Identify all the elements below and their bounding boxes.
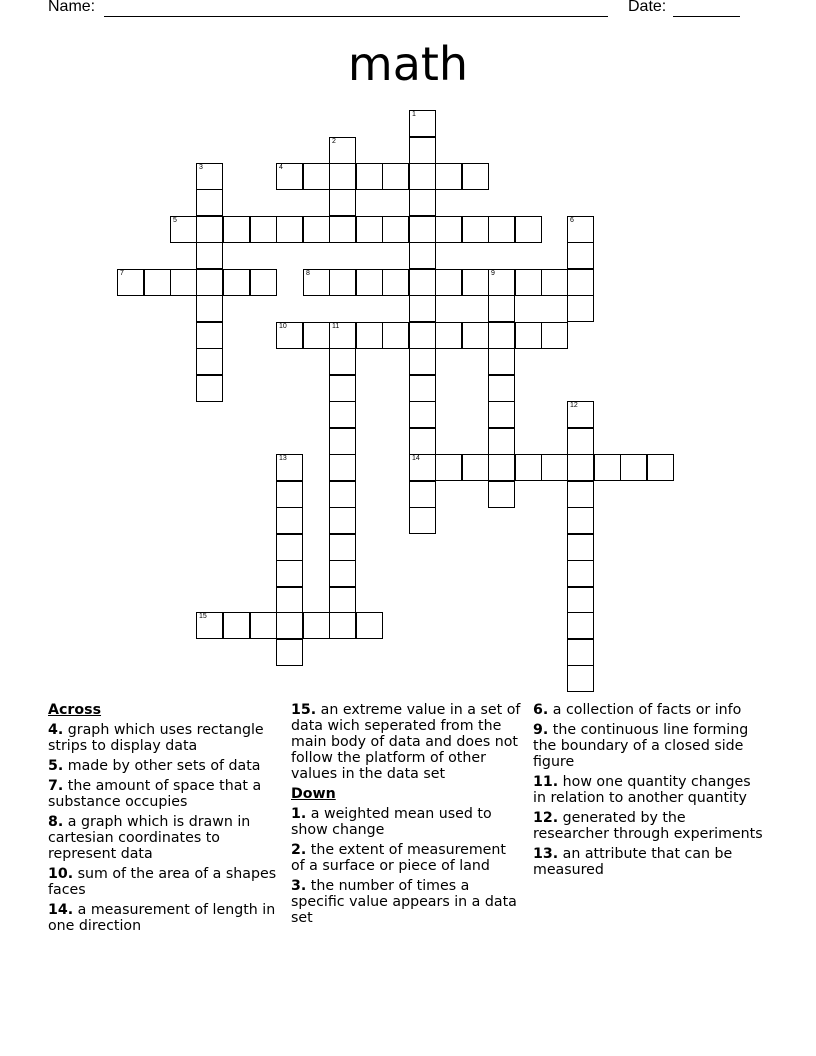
crossword-cell[interactable] <box>329 189 356 216</box>
crossword-cell[interactable] <box>409 110 436 137</box>
crossword-cell[interactable] <box>409 189 436 216</box>
clue-down-9 <box>533 722 765 770</box>
clue-column-2 <box>291 702 523 930</box>
crossword-cell[interactable] <box>196 189 223 216</box>
crossword-cell[interactable] <box>329 163 356 190</box>
crossword-cell[interactable] <box>567 481 594 508</box>
crossword-cell[interactable] <box>196 348 223 375</box>
crossword-cell[interactable] <box>303 163 330 190</box>
crossword-cell[interactable] <box>594 454 621 481</box>
crossword-cell[interactable] <box>303 612 330 639</box>
crossword-cell[interactable] <box>541 269 568 296</box>
crossword-cell[interactable] <box>196 242 223 269</box>
crossword-cell[interactable] <box>329 454 356 481</box>
crossword-cell[interactable] <box>409 401 436 428</box>
crossword-cell[interactable] <box>196 612 223 639</box>
clue-text: an extreme value in a set of data wich seperated from the main body of data and does not follow the platform of other values in the data set <box>291 702 521 782</box>
clue-text: a measurement of length in one direction <box>48 902 276 934</box>
crossword-cell[interactable] <box>435 454 462 481</box>
crossword-cell[interactable] <box>329 348 356 375</box>
across-heading: Across <box>48 702 102 718</box>
name-label: Name: <box>48 0 96 15</box>
crossword-cell[interactable] <box>488 216 515 243</box>
cell-number: 2 <box>332 138 336 145</box>
clue-down-1 <box>291 806 523 838</box>
cell-number: 11 <box>332 323 340 330</box>
crossword-cell[interactable] <box>196 295 223 322</box>
cell-number: 10 <box>279 323 287 330</box>
crossword-cell[interactable] <box>409 322 436 349</box>
crossword-cell[interactable] <box>567 534 594 561</box>
crossword-cell[interactable] <box>515 269 542 296</box>
crossword-cell[interactable] <box>515 454 542 481</box>
crossword-cell[interactable] <box>329 269 356 296</box>
crossword-cell[interactable] <box>196 322 223 349</box>
crossword-cell[interactable] <box>303 216 330 243</box>
cell-number: 5 <box>173 217 177 224</box>
clue-number: 12. <box>533 810 559 826</box>
crossword-cell[interactable] <box>435 322 462 349</box>
crossword-cell[interactable] <box>409 507 436 534</box>
crossword-cell[interactable] <box>567 401 594 428</box>
crossword-cell[interactable] <box>409 481 436 508</box>
date-label: Date: <box>628 0 667 15</box>
crossword-cell[interactable] <box>170 216 197 243</box>
clue-across-14 <box>48 902 280 934</box>
crossword-cell[interactable] <box>462 454 489 481</box>
crossword-cell[interactable] <box>223 612 250 639</box>
crossword-cell[interactable] <box>276 534 303 561</box>
crossword-cell[interactable] <box>435 269 462 296</box>
clue-text: made by other sets of data <box>63 758 261 774</box>
crossword-cell[interactable] <box>223 216 250 243</box>
crossword-cell[interactable] <box>276 587 303 614</box>
clue-text: a collection of facts or info <box>548 702 742 718</box>
crossword-cell[interactable] <box>223 269 250 296</box>
crossword-cell[interactable] <box>356 612 383 639</box>
clue-across-10 <box>48 866 280 898</box>
crossword-cell[interactable] <box>488 322 515 349</box>
crossword-cell[interactable] <box>488 428 515 455</box>
clue-text: the continuous line forming the boundary of a closed side figure <box>533 722 749 770</box>
clue-text: the number of times a specific value appears in a data set <box>291 878 517 926</box>
crossword-cell[interactable] <box>488 454 515 481</box>
crossword-cell[interactable] <box>196 163 223 190</box>
crossword-cell[interactable] <box>567 560 594 587</box>
crossword-cell[interactable] <box>409 269 436 296</box>
crossword-cell[interactable] <box>329 401 356 428</box>
clue-down-12 <box>533 810 765 842</box>
crossword-cell[interactable] <box>276 507 303 534</box>
clue-down-6 <box>533 702 765 718</box>
cell-number: 13 <box>279 455 287 462</box>
crossword-cell[interactable] <box>488 269 515 296</box>
cell-number: 12 <box>570 402 578 409</box>
clue-down-13 <box>533 846 765 878</box>
clue-column-3 <box>533 702 765 882</box>
crossword-cell[interactable] <box>567 216 594 243</box>
crossword-cell[interactable] <box>329 612 356 639</box>
crossword-cell[interactable] <box>567 295 594 322</box>
crossword-cell[interactable] <box>382 216 409 243</box>
crossword-cell[interactable] <box>329 216 356 243</box>
crossword-cell[interactable] <box>196 216 223 243</box>
clue-text: an attribute that can be measured <box>533 846 733 878</box>
crossword-cell[interactable] <box>276 163 303 190</box>
crossword-cell[interactable] <box>117 269 144 296</box>
crossword-cell[interactable] <box>303 269 330 296</box>
crossword-cell[interactable] <box>196 269 223 296</box>
crossword-cell[interactable] <box>409 216 436 243</box>
cell-number: 3 <box>199 164 203 171</box>
clue-number: 6. <box>533 702 549 718</box>
crossword-cell[interactable] <box>382 163 409 190</box>
crossword-cell[interactable] <box>567 665 594 692</box>
clue-text: generated by the researcher through experiments <box>533 810 763 842</box>
clue-number: 2. <box>291 842 307 858</box>
crossword-cell[interactable] <box>276 612 303 639</box>
clue-across-4 <box>48 722 280 754</box>
clue-across-7 <box>48 778 280 810</box>
crossword-cell[interactable] <box>567 269 594 296</box>
crossword-cell[interactable] <box>488 295 515 322</box>
clue-number: 11. <box>533 774 559 790</box>
crossword-cell[interactable] <box>541 322 568 349</box>
crossword-cell[interactable] <box>488 401 515 428</box>
clue-number: 14. <box>48 902 74 918</box>
crossword-cell[interactable] <box>567 639 594 666</box>
down-heading: Down <box>291 786 336 802</box>
crossword-cell[interactable] <box>409 242 436 269</box>
cell-number: 14 <box>412 455 420 462</box>
clue-down-11 <box>533 774 765 806</box>
clue-number: 8. <box>48 814 64 830</box>
crossword-cell[interactable] <box>382 322 409 349</box>
crossword-cell[interactable] <box>409 375 436 402</box>
crossword-cell[interactable] <box>250 269 277 296</box>
crossword-cell[interactable] <box>276 216 303 243</box>
crossword-cell[interactable] <box>144 269 171 296</box>
crossword-cell[interactable] <box>488 348 515 375</box>
crossword-cell[interactable] <box>409 295 436 322</box>
crossword-cell[interactable] <box>409 428 436 455</box>
crossword-cell[interactable] <box>356 163 383 190</box>
crossword-cell[interactable] <box>276 481 303 508</box>
crossword-cell[interactable] <box>329 560 356 587</box>
cell-number: 4 <box>279 164 283 171</box>
cell-number: 15 <box>199 613 207 620</box>
crossword-cell[interactable] <box>462 269 489 296</box>
crossword-cell[interactable] <box>382 269 409 296</box>
crossword-cell[interactable] <box>647 454 674 481</box>
clue-text: a weighted mean used to show change <box>291 806 492 838</box>
crossword-cell[interactable] <box>329 428 356 455</box>
clue-text: the extent of measurement of a surface or piece of land <box>291 842 506 874</box>
crossword-cell[interactable] <box>250 216 277 243</box>
cell-number: 1 <box>412 111 416 118</box>
crossword-cell[interactable] <box>462 322 489 349</box>
clue-across-5 <box>48 758 280 774</box>
clue-number: 15. <box>291 702 317 718</box>
clue-text: graph which uses rectangle strips to display data <box>48 722 264 754</box>
crossword-cell[interactable] <box>276 454 303 481</box>
crossword-cell[interactable] <box>462 163 489 190</box>
crossword-cell[interactable] <box>567 428 594 455</box>
clue-number: 9. <box>533 722 549 738</box>
crossword-cell[interactable] <box>435 163 462 190</box>
crossword-cell[interactable] <box>356 216 383 243</box>
crossword-cell[interactable] <box>303 322 330 349</box>
clue-number: 5. <box>48 758 64 774</box>
clue-number: 1. <box>291 806 307 822</box>
crossword-cell[interactable] <box>409 454 436 481</box>
crossword-cell[interactable] <box>567 454 594 481</box>
clue-down-2 <box>291 842 523 874</box>
crossword-cell[interactable] <box>329 507 356 534</box>
crossword-cell[interactable] <box>567 242 594 269</box>
crossword-cell[interactable] <box>515 322 542 349</box>
clue-number: 10. <box>48 866 74 882</box>
cell-number: 9 <box>491 270 495 277</box>
clue-text: sum of the area of a shapes faces <box>48 866 277 898</box>
crossword-cell[interactable] <box>515 216 542 243</box>
clue-text: the amount of space that a substance occupies <box>48 778 262 810</box>
crossword-cell[interactable] <box>250 612 277 639</box>
crossword-cell[interactable] <box>435 216 462 243</box>
crossword-cell[interactable] <box>276 639 303 666</box>
crossword-cell[interactable] <box>409 163 436 190</box>
crossword-cell[interactable] <box>329 137 356 164</box>
cell-number: 6 <box>570 217 574 224</box>
clue-text: a graph which is drawn in cartesian coordinates to represent data <box>48 814 251 862</box>
crossword-cell[interactable] <box>329 481 356 508</box>
crossword-cell[interactable] <box>329 375 356 402</box>
crossword-cell[interactable] <box>356 322 383 349</box>
crossword-cell[interactable] <box>409 348 436 375</box>
crossword-cell[interactable] <box>488 375 515 402</box>
crossword-cell[interactable] <box>170 269 197 296</box>
crossword-cell[interactable] <box>488 481 515 508</box>
cell-number: 8 <box>306 270 310 277</box>
crossword-cell[interactable] <box>620 454 647 481</box>
cell-number: 7 <box>120 270 124 277</box>
crossword-cell[interactable] <box>567 612 594 639</box>
crossword-cell[interactable] <box>409 137 436 164</box>
clue-number: 3. <box>291 878 307 894</box>
crossword-cell[interactable] <box>567 507 594 534</box>
clue-across-15 <box>291 702 523 782</box>
clue-down-3 <box>291 878 523 926</box>
crossword-cell[interactable] <box>567 587 594 614</box>
clue-number: 13. <box>533 846 559 862</box>
crossword-cell[interactable] <box>541 454 568 481</box>
clue-text: how one quantity changes in relation to another quantity <box>533 774 751 806</box>
puzzle-title: math <box>347 37 469 91</box>
clue-number: 4. <box>48 722 64 738</box>
crossword-cell[interactable] <box>276 322 303 349</box>
clue-across-8 <box>48 814 280 862</box>
crossword-cell[interactable] <box>276 560 303 587</box>
crossword-cell[interactable] <box>462 216 489 243</box>
crossword-cell[interactable] <box>329 534 356 561</box>
crossword-cell[interactable] <box>356 269 383 296</box>
crossword-cell[interactable] <box>329 322 356 349</box>
clue-number: 7. <box>48 778 64 794</box>
crossword-cell[interactable] <box>329 587 356 614</box>
crossword-cell[interactable] <box>196 375 223 402</box>
clue-column-1 <box>48 702 280 938</box>
